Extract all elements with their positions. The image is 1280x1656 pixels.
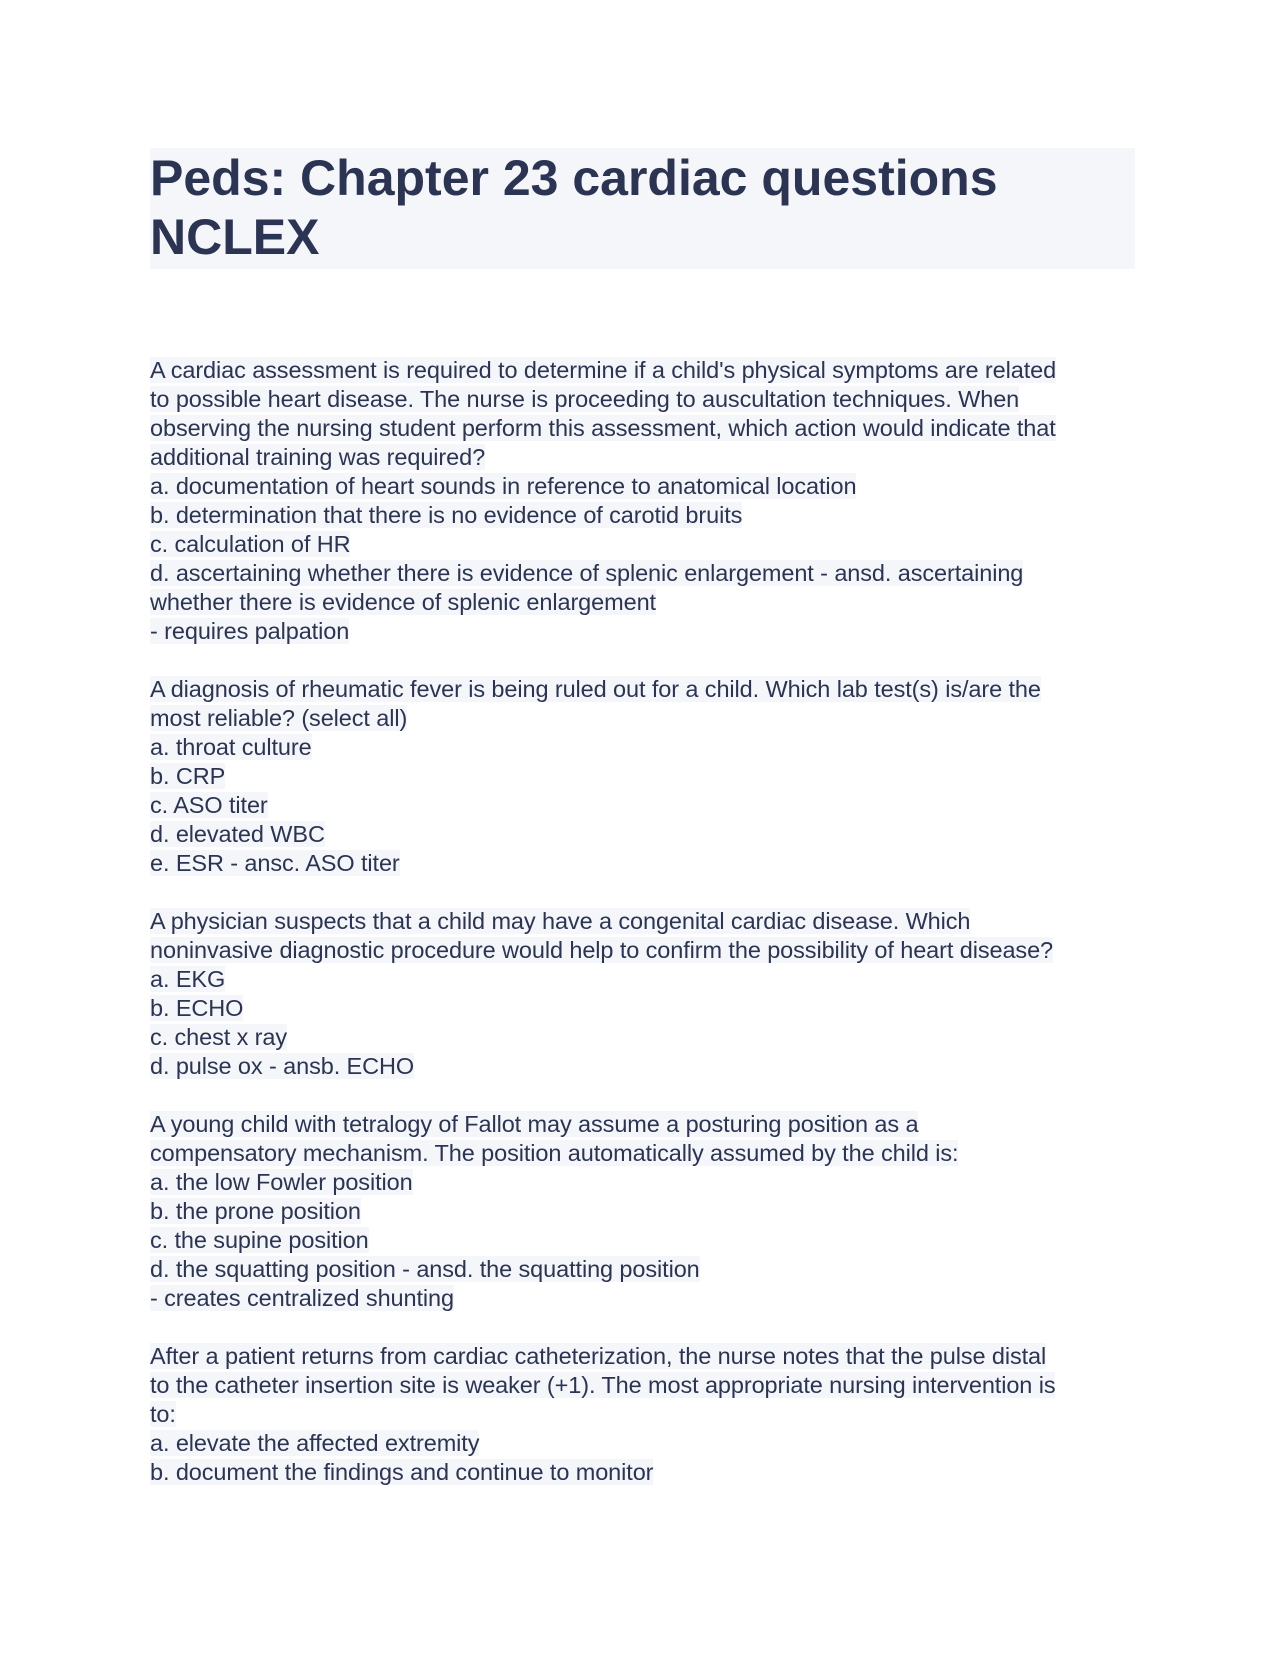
answer-option: e. ESR - ansc. ASO titer bbox=[150, 850, 400, 876]
question-block-3 bbox=[150, 907, 1135, 1081]
answer-option: b. document the findings and continue to monitor bbox=[150, 1459, 654, 1485]
question-text-line: observing the nursing student perform this assessment, which action would indicate that bbox=[150, 415, 1056, 441]
question-block-5 bbox=[150, 1342, 1135, 1487]
answer-option: c. ASO titer bbox=[150, 792, 268, 818]
document-page bbox=[150, 148, 1135, 1516]
rationale-line: - requires palpation bbox=[150, 618, 350, 644]
question-text-line: A cardiac assessment is required to determine if a child's physical symptoms are related bbox=[150, 357, 1057, 383]
question-text-line: additional training was required? bbox=[150, 444, 486, 470]
question-text-line: noninvasive diagnostic procedure would help to confirm the possibility of heart disease? bbox=[150, 937, 1054, 963]
question-text-line: to: bbox=[150, 1401, 176, 1427]
answer-option: a. EKG bbox=[150, 966, 226, 992]
question-block-1 bbox=[150, 356, 1135, 646]
answer-option: c. chest x ray bbox=[150, 1024, 288, 1050]
answer-option: a. throat culture bbox=[150, 734, 312, 760]
answer-text-line: whether there is evidence of splenic enlargement bbox=[150, 589, 656, 615]
title-line-1: Peds: Chapter 23 cardiac questions bbox=[150, 150, 998, 206]
question-text-line: to possible heart disease. The nurse is proceeding to auscultation techniques. When bbox=[150, 386, 1020, 412]
question-text-line: most reliable? (select all) bbox=[150, 705, 408, 731]
question-text-line: to the catheter insertion site is weaker (+1). The most appropriate nursing intervention is bbox=[150, 1372, 1056, 1398]
question-text-line: A physician suspects that a child may have a congenital cardiac disease. Which bbox=[150, 908, 971, 934]
question-block-4 bbox=[150, 1110, 1135, 1313]
answer-option: d. ascertaining whether there is evidence of splenic enlargement - ansd. ascertaining bbox=[150, 560, 1024, 586]
questions-list bbox=[150, 356, 1135, 1487]
question-text-line: A young child with tetralogy of Fallot may assume a posturing position as a bbox=[150, 1111, 919, 1137]
answer-option: a. elevate the affected extremity bbox=[150, 1430, 480, 1456]
answer-option: a. the low Fowler position bbox=[150, 1169, 413, 1195]
answer-option: a. documentation of heart sounds in reference to anatomical location bbox=[150, 473, 857, 499]
answer-option: b. determination that there is no evidence of carotid bruits bbox=[150, 502, 743, 528]
answer-option: b. the prone position bbox=[150, 1198, 361, 1224]
answer-option: c. the supine position bbox=[150, 1227, 369, 1253]
answer-option: d. the squatting position - ansd. the squatting position bbox=[150, 1256, 700, 1282]
question-text-line: compensatory mechanism. The position automatically assumed by the child is: bbox=[150, 1140, 959, 1166]
question-block-2 bbox=[150, 675, 1135, 878]
answer-option: b. ECHO bbox=[150, 995, 244, 1021]
answer-option: b. CRP bbox=[150, 763, 226, 789]
answer-option: d. pulse ox - ansb. ECHO bbox=[150, 1053, 415, 1079]
title-line-2: NCLEX bbox=[150, 209, 320, 265]
page-title bbox=[150, 148, 1135, 269]
answer-option: c. calculation of HR bbox=[150, 531, 351, 557]
question-text-line: After a patient returns from cardiac catheterization, the nurse notes that the pulse distal bbox=[150, 1343, 1047, 1369]
answer-option: d. elevated WBC bbox=[150, 821, 325, 847]
rationale-line: - creates centralized shunting bbox=[150, 1285, 454, 1311]
question-text-line: A diagnosis of rheumatic fever is being ruled out for a child. Which lab test(s) is/are the bbox=[150, 676, 1041, 702]
